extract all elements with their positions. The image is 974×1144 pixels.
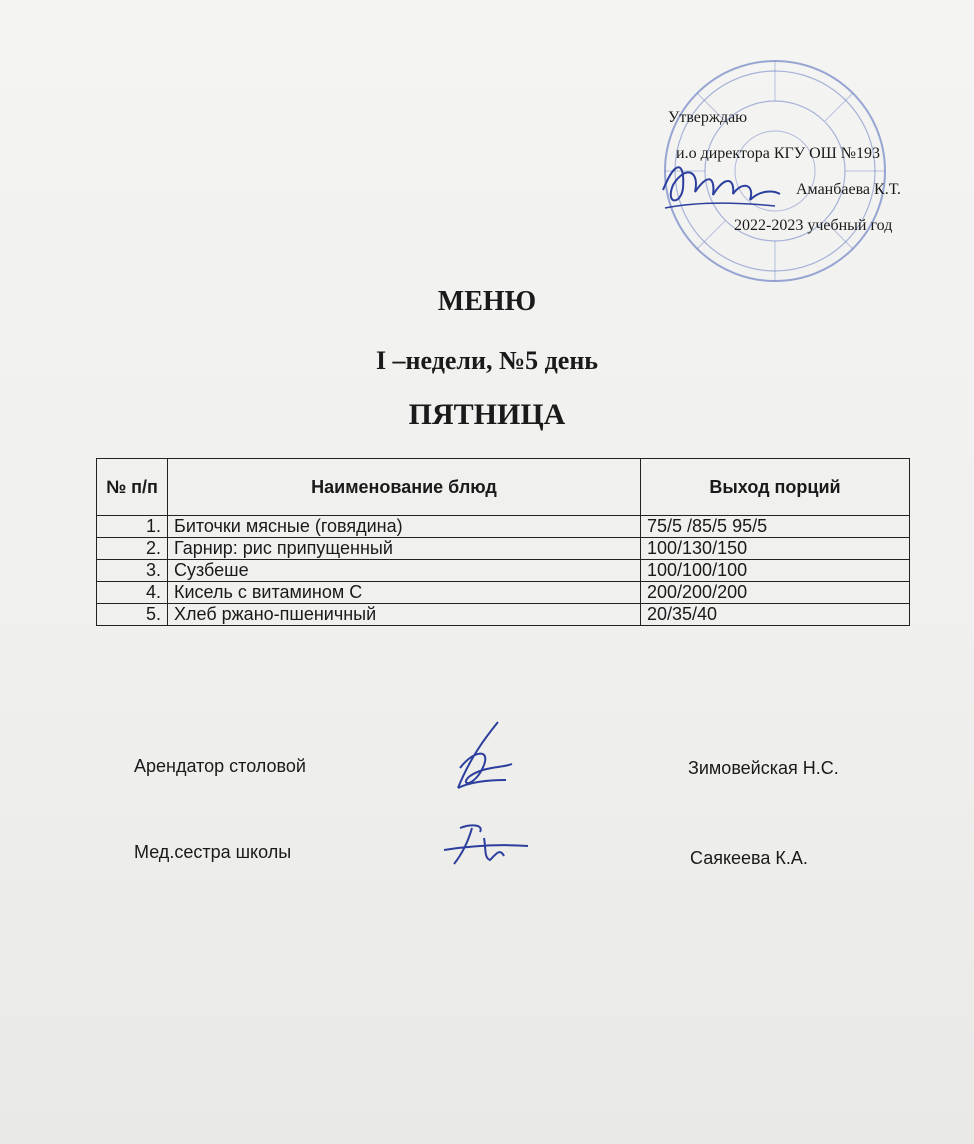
row-number: 3. [97,560,168,582]
tenant-name: Зимовейская Н.С. [688,758,839,778]
row-dish-name: Сузбеше [168,560,641,582]
approval-school-year: 2022-2023 учебный год [734,217,893,234]
header-dish-name: Наименование блюд [168,459,641,516]
approval-approve: Утверждаю [668,109,748,126]
table-row [97,582,910,604]
table-row [97,604,910,626]
row-portion-output: 100/100/100 [641,560,910,582]
row-number: 1. [97,516,168,538]
menu-table [96,458,910,626]
row-number: 4. [97,582,168,604]
approval-director-name: Аманбаева К.Т. [796,181,901,198]
header-number: № п/п [97,459,168,516]
table-header-row [97,459,910,516]
row-number: 5. [97,604,168,626]
tenant-signature [440,718,520,798]
nurse-signature [440,820,530,870]
row-dish-name: Хлеб ржано-пшеничный [168,604,641,626]
row-number: 2. [97,538,168,560]
table-row [97,560,910,582]
row-dish-name: Гарнир: рис припущенный [168,538,641,560]
menu-weekday: ПЯТНИЦА [408,398,566,431]
row-portion-output: 100/130/150 [641,538,910,560]
approval-block [668,100,958,244]
menu-title: МЕНЮ [437,286,537,317]
table-row [97,516,910,538]
table-row [97,538,910,560]
row-dish-name: Кисель с витамином С [168,582,641,604]
row-dish-name: Биточки мясные (говядина) [168,516,641,538]
row-portion-output: 75/5 /85/5 95/5 [641,516,910,538]
row-portion-output: 200/200/200 [641,582,910,604]
nurse-label: Мед.сестра школы [134,842,292,862]
nurse-name: Саякеева К.А. [690,848,808,868]
row-portion-output: 20/35/40 [641,604,910,626]
menu-week-day: I –недели, №5 день [375,346,599,375]
approval-position: и.о директора КГУ ОШ №193 [676,145,881,162]
tenant-label: Арендатор столовой [134,756,306,776]
header-portion-output: Выход порций [641,459,910,516]
